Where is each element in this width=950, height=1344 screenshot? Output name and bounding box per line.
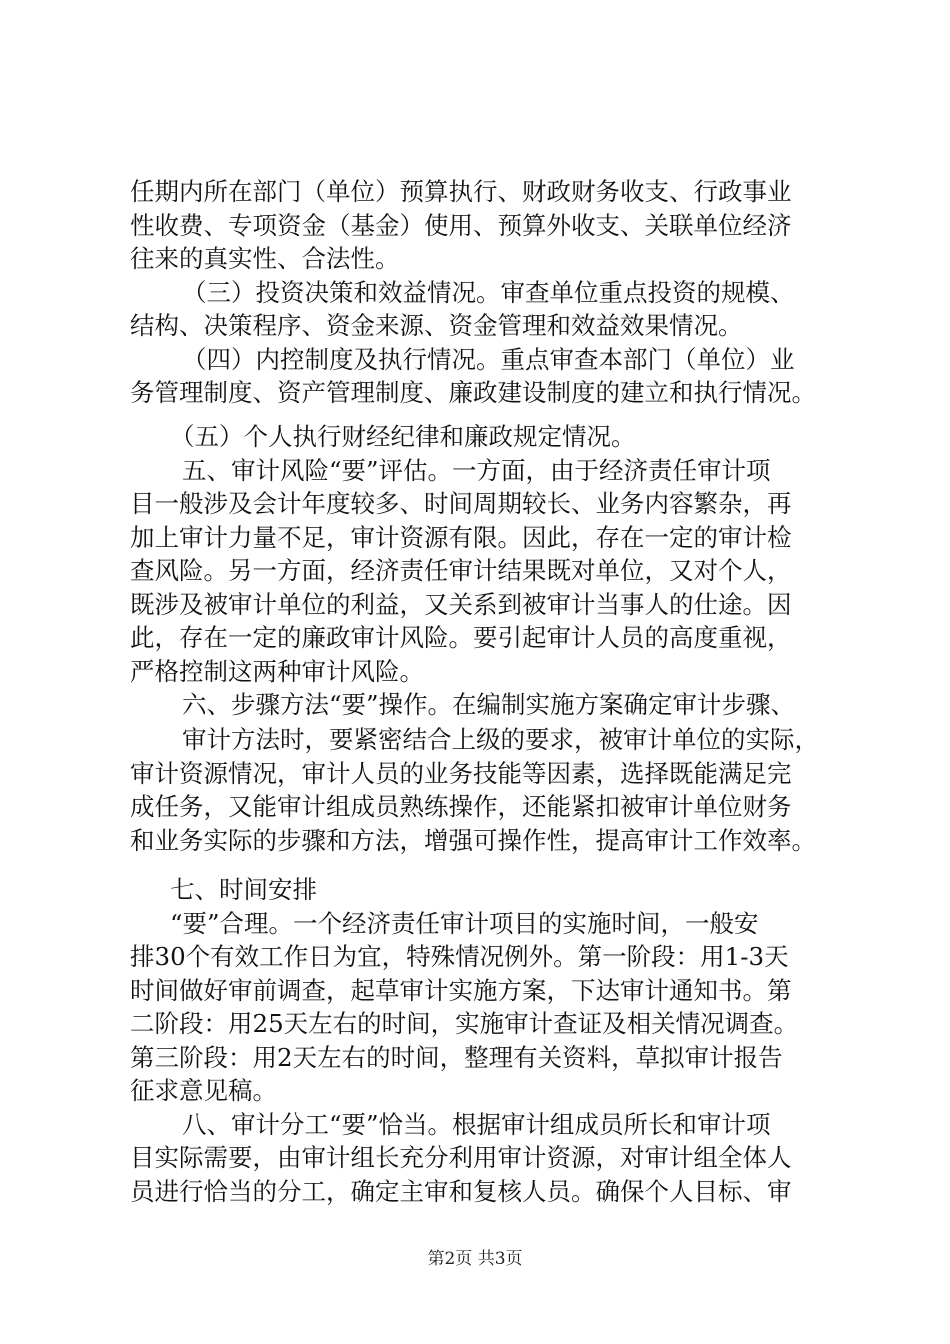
text-block-2 — [130, 420, 830, 722]
text-line: 和业务实际的步骤和方法，增强可操作性，提高审计工作效率。 — [130, 825, 816, 855]
text-line: 往来的真实性、合法性。 — [130, 244, 400, 273]
text-line: 第三阶段：用2天左右的时间，整理有关资料，草拟审计报告 — [130, 1042, 783, 1072]
text-line: “要”合理。一个经济责任审计项目的实施时间，一般安 — [170, 908, 759, 938]
text-line: 目一般涉及会计年度较多、时间周期较长、业务内容繁杂，再 — [130, 489, 792, 518]
text-line: （四）内控制度及执行情况。重点审查本部门（单位）业 — [182, 344, 795, 374]
text-line: 员进行恰当的分工，确定主审和复核人员。确保个人目标、审 — [130, 1176, 792, 1206]
text-line: 目实际需要，由审计组长充分利用审计资源，对审计组全体人 — [130, 1143, 792, 1172]
text-line: （五）个人执行财经纪律和廉政规定情况。 — [170, 422, 636, 451]
text-line: 审计方法时，要紧密结合上级的要求，被审计单位的实际， — [182, 725, 819, 754]
text-line: 性收费、专项资金（基金）使用、预算外收支、关联单位经济 — [130, 210, 792, 240]
text-block-3 — [130, 723, 830, 857]
text-line: 排30个有效工作日为宜，特殊情况例外。第一阶段：用1-3天 — [130, 942, 789, 971]
page-number-label: 第2页 共3页 — [427, 1249, 523, 1269]
text-line: 务管理制度、资产管理制度、廉政建设制度的建立和执行情况。 — [130, 378, 816, 407]
text-line: 成任务，又能审计组成员熟练操作，还能紧扣被审计单位财务 — [130, 792, 792, 821]
text-line: 二阶段：用25天左右的时间，实施审计查证及相关情况调查。 — [130, 1009, 799, 1038]
text-line: 查风险。另一方面，经济责任审计结果既对单位，又对个人， — [130, 556, 792, 585]
text-line: 七、时间安排 — [170, 875, 317, 904]
text-line: 时间做好审前调查，起草审计实施方案，下达审计通知书。第 — [130, 975, 792, 1005]
text-line: （三）投资决策和效益情况。审查单位重点投资的规模、 — [182, 277, 795, 307]
text-line: 既涉及被审计单位的利益，又关系到被审计当事人的仕途。因 — [130, 589, 792, 619]
text-block-4 — [130, 873, 830, 1208]
text-line: 加上审计力量不足，审计资源有限。因此，存在一定的审计检 — [130, 522, 792, 552]
text-line: 结构、决策程序、资金来源、资金管理和效益效果情况。 — [130, 311, 743, 340]
text-line: 征求意见稿。 — [130, 1076, 277, 1105]
text-line: 八、审计分工“要”恰当。根据审计组成员所长和审计项 — [182, 1109, 771, 1139]
text-line: 五、审计风险“要”评估。一方面，由于经济责任审计项 — [182, 455, 771, 485]
text-line: 任期内所在部门（单位）预算执行、财政财务收支、行政事业 — [130, 177, 792, 206]
text-line: 六、步骤方法“要”操作。在编制实施方案确定审计步骤、 — [182, 690, 796, 719]
page-footer — [0, 1244, 950, 1269]
text-line: 此，存在一定的廉政审计风险。要引起审计人员的高度重视， — [130, 623, 792, 652]
text-line: 严格控制这两种审计风险。 — [130, 656, 424, 686]
text-block-1 — [130, 175, 830, 410]
text-line: 审计资源情况，审计人员的业务技能等因素，选择既能满足完 — [130, 758, 792, 788]
